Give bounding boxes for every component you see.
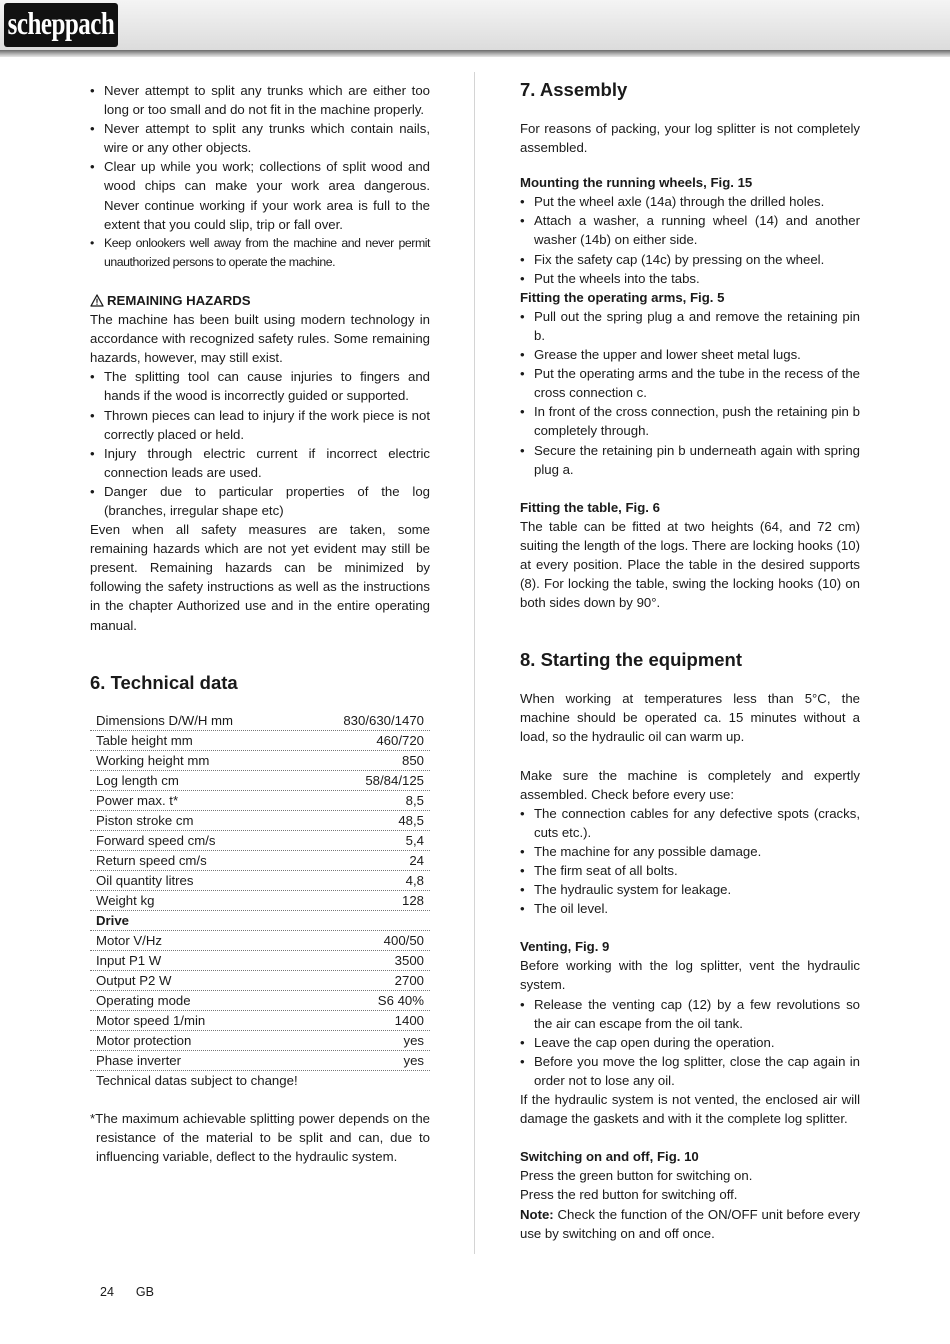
row-label: Motor speed 1/min — [96, 1012, 206, 1028]
check-bullet-list — [520, 804, 860, 919]
list-item: • The oil level. — [520, 899, 860, 918]
venting-intro: Before working with the log splitter, vent the hydraulic system. — [520, 958, 860, 993]
table-row — [90, 952, 430, 971]
row-value: 48,5 — [398, 812, 424, 828]
row-value: 4,8 — [405, 872, 424, 888]
table-row — [90, 852, 430, 871]
hazards-title-text: REMAINING HAZARDS — [107, 292, 251, 308]
starting-paragraph-2: Make sure the machine is completely and expertly assembled. Check before every use: — [520, 767, 860, 802]
row-value: 850 — [401, 752, 424, 768]
list-item: • Before you move the log splitter, close the cap again in order not to lose any oil. — [520, 1052, 860, 1090]
table-row — [90, 792, 430, 811]
table-row — [90, 732, 430, 751]
list-item: • Pull out the spring plug a and remove the retaining pin b. — [520, 307, 860, 345]
starting-paragraph-1: When working at temperatures less than 5°C, the machine should be operated ca. 15 minutes without a load, so the hydraulic oil can warm up. — [520, 691, 860, 745]
row-label: Oil quantity litres — [96, 872, 194, 888]
row-label: Technical datas subject to change! — [96, 1072, 298, 1088]
row-label: Operating mode — [96, 992, 191, 1008]
table-row — [90, 892, 430, 911]
venting-bullet-list — [520, 995, 860, 1090]
row-label: Return speed cm/s — [96, 852, 207, 868]
table-row — [90, 812, 430, 831]
list-item: • In front of the cross connection, push the retaining pin b completely through. — [520, 402, 860, 440]
table-heading: Fitting the table, Fig. 6 — [520, 499, 660, 515]
venting-outro: If the hydraulic system is not vented, the enclosed air will damage the gaskets and with it the complete log splitter. — [520, 1092, 860, 1127]
hazards-bullet-list — [90, 367, 430, 520]
list-item: • Put the wheels into the tabs. — [520, 269, 860, 288]
page-footer — [100, 1285, 176, 1299]
wheels-heading: Mounting the running wheels, Fig. 15 — [520, 175, 753, 191]
list-item: • Secure the retaining pin b underneath again with spring plug a. — [520, 441, 860, 479]
table-row — [90, 932, 430, 951]
safety-bullet-list — [90, 81, 430, 272]
assembly-intro: For reasons of packing, your log splitter is not completely assembled. — [520, 121, 860, 156]
list-item: • Release the venting cap (12) by a few revolutions so the air can escape from the oil tank. — [520, 995, 860, 1033]
list-item: • The hydraulic system for leakage. — [520, 880, 860, 899]
table-section-row — [90, 912, 430, 931]
hazards-heading — [90, 291, 430, 310]
row-label: Dimensions D/W/H mm — [96, 712, 234, 728]
list-item: • Leave the cap open during the operation. — [520, 1033, 860, 1052]
list-item: • The splitting tool can cause injuries to fingers and hands if the wood is incorrectly guided or supported. — [90, 367, 430, 405]
table-row — [90, 1032, 430, 1051]
venting-heading: Venting, Fig. 9 — [520, 939, 610, 955]
row-value: 830/630/1470 — [343, 712, 424, 728]
column-divider — [474, 72, 475, 1254]
page-header — [0, 0, 950, 50]
table-row — [90, 772, 430, 791]
switch-note — [520, 1205, 860, 1243]
note-text: Check the function of the ON/OFF unit before every use by switching on and off once. — [520, 1206, 860, 1241]
list-item: • Keep onlookers well away from the machine and never permit unauthorized persons to operate the machine. — [90, 234, 430, 272]
row-label: Forward speed cm/s — [96, 832, 216, 848]
table-row — [90, 1052, 430, 1071]
list-item: • Grease the upper and lower sheet metal lugs. — [520, 345, 860, 364]
row-value: 58/84/125 — [365, 772, 424, 788]
row-label: Power max. t* — [96, 792, 179, 808]
language-code: GB — [135, 1285, 154, 1299]
row-label: Output P2 W — [96, 972, 172, 988]
row-value: 460/720 — [376, 732, 424, 748]
table-row — [90, 752, 430, 771]
arms-bullet-list — [520, 307, 860, 479]
warning-triangle-icon — [90, 294, 104, 307]
list-item: • Put the wheel axle (14a) through the drilled holes. — [520, 192, 860, 211]
row-label: Working height mm — [96, 752, 210, 768]
row-value: yes — [403, 1052, 424, 1068]
list-item: • Clear up while you work; collections of split wood and wood chips can make your work area dangerous. Never continue working if your work area is full to the extent that you could slip, trip or fall over. — [90, 157, 430, 233]
list-item: • The firm seat of all bolts. — [520, 861, 860, 880]
switching-heading: Switching on and off, Fig. 10 — [520, 1149, 699, 1165]
row-value: 400/50 — [383, 932, 424, 948]
note-label: Note: — [520, 1206, 554, 1222]
row-value: 2700 — [394, 972, 424, 988]
row-label: Phase inverter — [96, 1052, 182, 1068]
switch-on-text: Press the green button for switching on. — [520, 1168, 753, 1184]
row-value: 8,5 — [405, 792, 424, 808]
table-row — [90, 992, 430, 1011]
hazards-outro: Even when all safety measures are taken, some remaining hazards which are not yet evident may still be present. Remaining hazards can be minimized by following the safety instructions as well as the instructions in the chapter Authorized use and in the entire operating manual. — [90, 522, 430, 633]
list-item: • Thrown pieces can lead to injury if the work piece is not correctly placed or held. — [90, 406, 430, 444]
table-row — [90, 832, 430, 851]
list-item: • Never attempt to split any trunks which are either too long or too small and do not fit in the machine properly. — [90, 81, 430, 119]
row-label: Weight kg — [96, 892, 155, 908]
row-value: 5,4 — [405, 832, 424, 848]
row-value: 1400 — [394, 1012, 424, 1028]
assembly-title: 7. Assembly — [520, 79, 628, 100]
table-text: The table can be fitted at two heights (64, and 72 cm) suiting the length of the logs. There are locking hooks (10) at every position. Place the table in the desired supports (8). For locking the table, swing the locking hooks (10) on both sides down by 90°. — [520, 518, 860, 611]
list-item: • The connection cables for any defective spots (cracks, cuts etc.). — [520, 804, 860, 842]
table-row — [90, 712, 430, 731]
list-item: • Injury through electric current if incorrect electric connection leads are used. — [90, 444, 430, 482]
list-item: • Attach a washer, a running wheel (14) and another washer (14b) on either side. — [520, 211, 860, 249]
list-item: • Put the operating arms and the tube in the recess of the cross connection c. — [520, 364, 860, 402]
list-item: • Danger due to particular properties of the log (branches, irregular shape etc) — [90, 482, 430, 520]
row-label: Input P1 W — [96, 952, 162, 968]
wheels-bullet-list — [520, 192, 860, 287]
row-value: yes — [403, 1032, 424, 1048]
row-label: Piston stroke cm — [96, 812, 194, 828]
row-value: 128 — [401, 892, 424, 908]
row-value: 3500 — [394, 952, 424, 968]
switch-off-text: Press the red button for switching off. — [520, 1187, 738, 1203]
header-rule — [0, 50, 950, 57]
right-column — [520, 78, 860, 1243]
row-label: Log length cm — [96, 772, 179, 788]
page-number: 24 — [100, 1285, 114, 1299]
list-item: • Fix the safety cap (14c) by pressing on the wheel. — [520, 250, 860, 269]
scheppach-logo: scheppach — [4, 3, 118, 47]
table-note-row — [90, 1072, 430, 1090]
hazards-intro: The machine has been built using modern technology in accordance with recognized safety rules. Some remaining hazards, however, may still exist. — [90, 312, 430, 366]
row-value: 24 — [409, 852, 424, 868]
table-row — [90, 872, 430, 891]
row-label: Motor protection — [96, 1032, 192, 1048]
arms-heading: Fitting the operating arms, Fig. 5 — [520, 289, 725, 305]
table-row — [90, 1012, 430, 1031]
tech-data-title: 6. Technical data — [90, 671, 238, 693]
left-column — [90, 81, 430, 1166]
list-item: • The machine for any possible damage. — [520, 842, 860, 861]
tech-data-table — [90, 712, 430, 1090]
row-value: S6 40% — [377, 992, 424, 1008]
list-item: • Never attempt to split any trunks which contain nails, wire or any other objects. — [90, 119, 430, 157]
row-label: Motor V/Hz — [96, 932, 162, 948]
row-label: Drive — [96, 912, 129, 928]
starting-title: 8. Starting the equipment — [520, 649, 743, 671]
row-label: Table height mm — [96, 732, 193, 748]
table-row — [90, 972, 430, 991]
tech-footnote: *The maximum achievable splitting power depends on the resistance of the material to be split and can, due to influencing variable, deflect to the hydraulic system. — [90, 1110, 430, 1164]
